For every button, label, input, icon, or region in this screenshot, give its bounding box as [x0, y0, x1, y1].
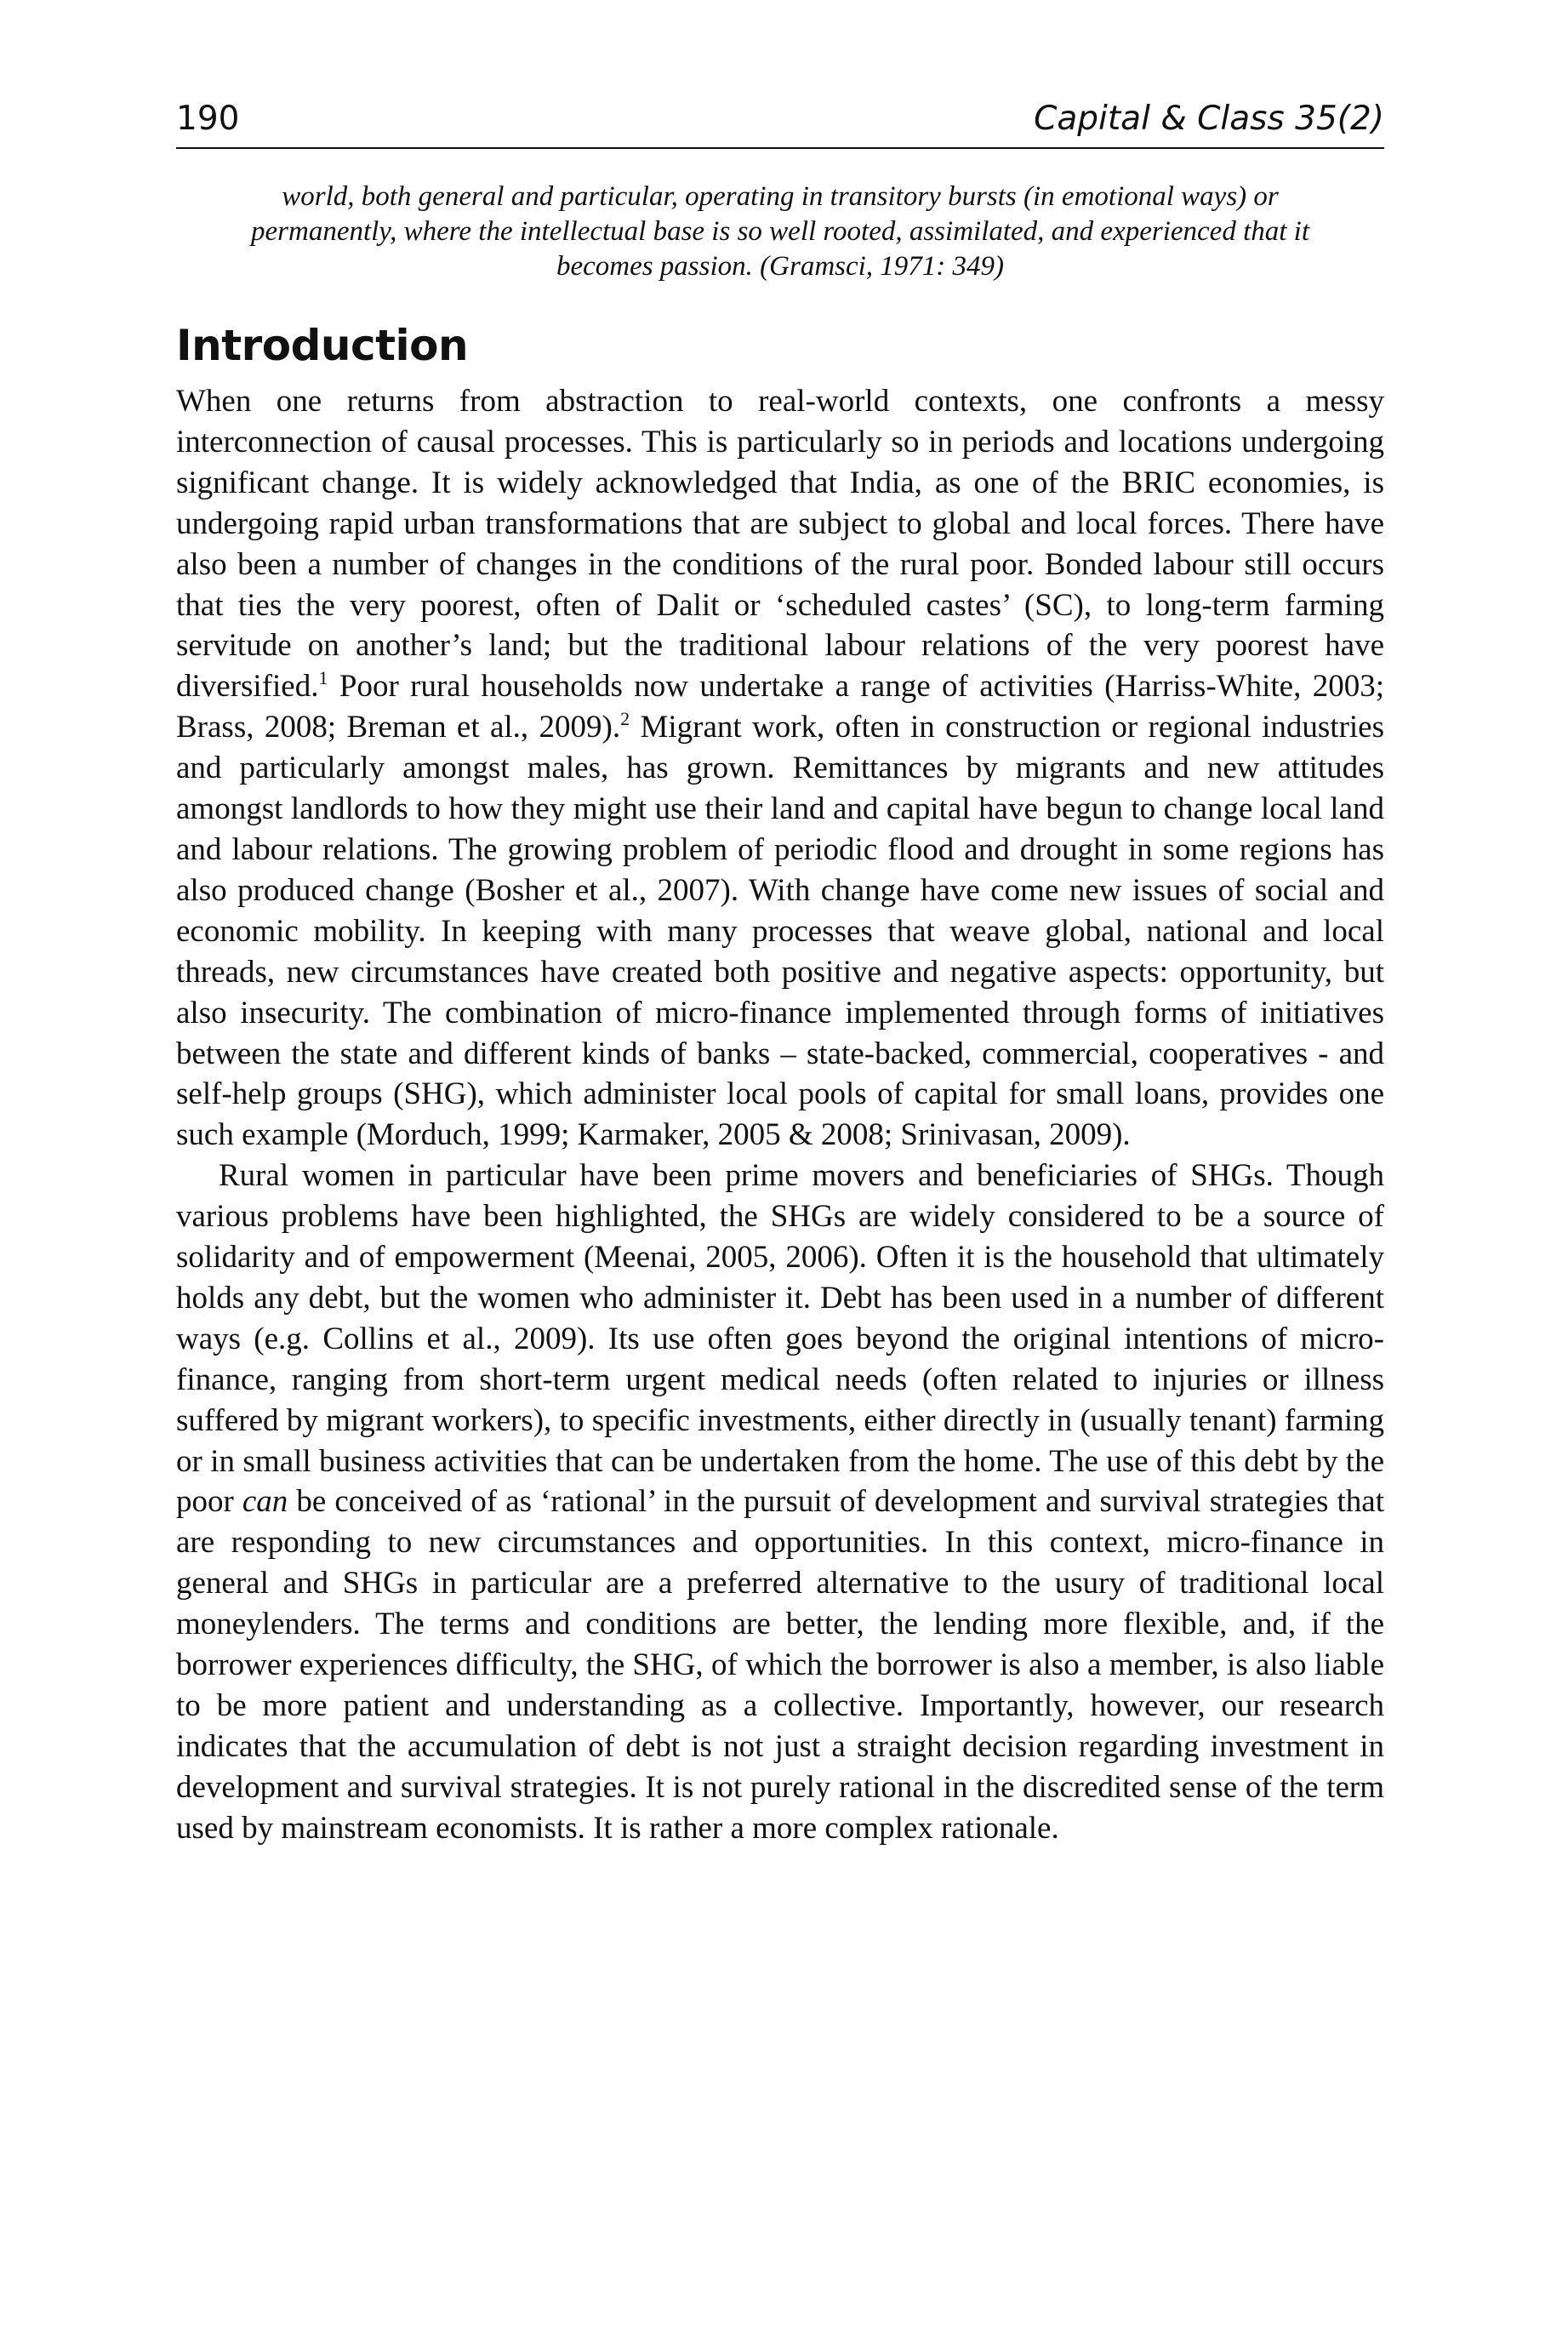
epigraph-line: permanently, where the intellectual base is so well rooted, assimilated, and experienced that it — [251, 216, 1309, 247]
paragraph-text: be conceived of as ‘rational’ in the pursuit of development and survival strategies that are responding to new circumstances and opportunities. In this context, micro-finance in general and SHGs in particular are a preferred alternative to the usury of traditional local moneylenders. The terms and conditions are better, the lending more flexible, and, if the borrower experiences difficulty, the SHG, of which the borrower is also a member, is also liable to be more patient and understanding as a collective. Importantly, however, our research indicates that the accumulation of debt is not just a straight decision regarding investment in development and survival strategies. It is not purely rational in the discredited sense of the term used by mainstream economists. It is rather a more complex rationale. — [176, 1484, 1384, 1846]
epigraph-line: world, both general and particular, operating in transitory bursts (in emotional ways) or — [282, 181, 1279, 212]
paragraph-text: Migrant work, often in construction or regional industries and particularly amongst males, has grown. Remittances by migrants and new attitudes amongst landlords to how they might use their land and capital have begun to change local land and labour relations. The growing problem of periodic flood and drought in some regions has also produced change (Bosher et al., 2007). With change have come new issues of social and economic mobility. In keeping with many processes that weave global, national and local threads, new circumstances have created both positive and negative aspects: opportunity, but also insecurity. The combination of micro-finance implemented through forms of initiatives between the state and different kinds of banks – state-backed, commercial, cooperatives - and self-help groups (SHG), which administer local pools of capital for small loans, provides one such example (Morduch, 1999; Karmaker, 2005 & 2008; Srinivasan, 2009). — [176, 710, 1384, 1153]
epigraph-quote — [176, 180, 1384, 284]
journal-title: Capital & Class 35(2) — [1034, 100, 1384, 138]
body-paragraph — [176, 381, 1384, 1156]
paragraph-text: When one returns from abstraction to real-world contexts, one confronts a messy interconnection of causal processes. This is particularly so in periods and locations undergoing significant change. It is widely acknowledged that India, as one of the BRIC economies, is undergoing rapid urban transformations that are subject to global and local forces. There have also been a number of changes in the conditions of the rural poor. Bonded labour still occurs that ties the very poorest, often of Dalit or ‘scheduled castes’ (SC), to long-term farming servitude on another’s land; but the traditional labour relations of the very poorest have diversified. — [176, 384, 1384, 705]
paragraph-text: Poor rural households now undertake a range of activities (Harriss-White, 2003; Brass, 2008; Breman et al., 2009). — [176, 669, 1384, 745]
emphasized-word: can — [242, 1484, 288, 1520]
footnote-marker[interactable]: 2 — [620, 708, 630, 730]
body-paragraph — [176, 1156, 1384, 1848]
document-page — [176, 102, 1384, 1849]
footnote-marker[interactable]: 1 — [318, 667, 328, 689]
epigraph-line: becomes passion. (Gramsci, 1971: 349) — [556, 251, 1005, 282]
running-header — [176, 102, 1384, 149]
page-number: 190 — [176, 100, 240, 138]
paragraph-text: Rural women in particular have been prime movers and beneficiaries of SHGs. Though various problems have been highlighted, the SHGs are widely considered to be a source of solidarity and of empowerment (Meenai, 2005, 2006). Often it is the household that ultimately holds any debt, but the women who administer it. Debt has been used in a number of different ways (e.g. Collins et al., 2009). Its use often goes beyond the original intentions of micro-finance, ranging from short-term urgent medical needs (often related to injuries or illness suffered by migrant workers), to specific investments, either directly in (usually tenant) farming or in small business activities that can be undertaken from the home. The use of this debt by the poor — [176, 1158, 1384, 1520]
section-heading: Introduction — [176, 321, 469, 370]
